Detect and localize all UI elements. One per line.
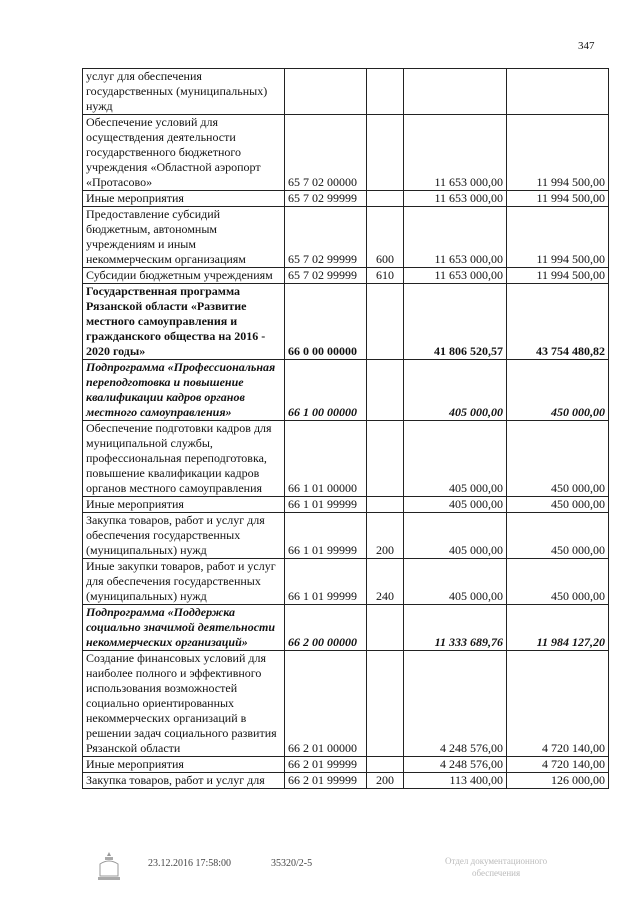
row-amount-first: 11 653 000,00 — [404, 207, 507, 268]
row-code: 66 1 01 99999 — [285, 559, 367, 605]
table-row — [83, 605, 609, 651]
row-expense-type — [367, 757, 404, 773]
row-code: 66 1 01 00000 — [285, 421, 367, 497]
footer-timestamp: 23.12.2016 17:58:00 — [148, 858, 232, 869]
row-expense-type — [367, 651, 404, 757]
row-code: 66 2 01 99999 — [285, 757, 367, 773]
row-amount-first: 11 653 000,00 — [404, 268, 507, 284]
row-name: Субсидии бюджетным учреждениям — [83, 268, 285, 284]
row-code: 66 2 00 00000 — [285, 605, 367, 651]
row-expense-type — [367, 284, 404, 360]
row-name: Иные мероприятия — [83, 497, 285, 513]
row-amount-first: 405 000,00 — [404, 513, 507, 559]
row-code — [285, 69, 367, 115]
table-row — [83, 773, 609, 789]
row-code: 65 7 02 99999 — [285, 191, 367, 207]
row-amount-first: 11 653 000,00 — [404, 191, 507, 207]
row-amount-first — [404, 69, 507, 115]
row-name: Создание финансовых условий для наиболее полного и эффективного использования возможностей социально ориентированных некоммерческих организаций в решении задач социального развития Рязанской области — [83, 651, 285, 757]
row-amount-second: 450 000,00 — [507, 513, 609, 559]
row-amount-first: 405 000,00 — [404, 360, 507, 421]
row-amount-first: 4 248 576,00 — [404, 757, 507, 773]
row-amount-second: 43 754 480,82 — [507, 284, 609, 360]
row-amount-second: 126 000,00 — [507, 773, 609, 789]
row-expense-type: 200 — [367, 513, 404, 559]
row-name: Иные закупки товаров, работ и услуг для обеспечения государственных (муниципальных) нужд — [83, 559, 285, 605]
row-name: Предоставление субсидий бюджетным, автономным учреждениям и иным некоммерческим организациям — [83, 207, 285, 268]
row-code: 66 1 01 99999 — [285, 497, 367, 513]
row-name: Обеспечение условий для осуществдения деятельности государственного бюджетного учреждения «Областной аэропорт «Протасово» — [83, 115, 285, 191]
row-amount-first: 11 653 000,00 — [404, 115, 507, 191]
table-row — [83, 69, 609, 115]
row-name: Закупка товаров, работ и услуг для обеспечения государственных (муниципальных) нужд — [83, 513, 285, 559]
row-amount-second: 4 720 140,00 — [507, 757, 609, 773]
row-amount-first: 405 000,00 — [404, 497, 507, 513]
stamp-icon — [96, 850, 122, 882]
row-amount-second: 450 000,00 — [507, 497, 609, 513]
row-amount-second: 11 984 127,20 — [507, 605, 609, 651]
row-expense-type: 600 — [367, 207, 404, 268]
row-name: услуг для обеспечения государственных (муниципальных) нужд — [83, 69, 285, 115]
budget-table — [82, 68, 609, 789]
row-amount-first: 405 000,00 — [404, 559, 507, 605]
table-row — [83, 360, 609, 421]
table-row — [83, 284, 609, 360]
row-amount-second: 11 994 500,00 — [507, 191, 609, 207]
row-expense-type — [367, 360, 404, 421]
row-expense-type: 240 — [367, 559, 404, 605]
row-expense-type — [367, 497, 404, 513]
row-expense-type — [367, 115, 404, 191]
table-row — [83, 115, 609, 191]
table-row — [83, 268, 609, 284]
row-amount-second: 4 720 140,00 — [507, 651, 609, 757]
footer-department-watermark — [445, 855, 547, 879]
table-row — [83, 651, 609, 757]
row-amount-first: 4 248 576,00 — [404, 651, 507, 757]
page-number: 347 — [578, 40, 595, 52]
row-name: Подпрограмма «Поддержка социально значимой деятельности некоммерческих организаций» — [83, 605, 285, 651]
row-code: 66 2 01 00000 — [285, 651, 367, 757]
row-name: Обеспечение подготовки кадров для муниципальной службы, профессиональная переподготовка, повышение квалификации кадров органов местного самоуправления — [83, 421, 285, 497]
row-expense-type: 200 — [367, 773, 404, 789]
row-expense-type — [367, 421, 404, 497]
table-row — [83, 191, 609, 207]
row-code: 66 1 00 00000 — [285, 360, 367, 421]
row-amount-second: 450 000,00 — [507, 360, 609, 421]
row-amount-second: 11 994 500,00 — [507, 207, 609, 268]
row-expense-type — [367, 69, 404, 115]
footer-department-line2: обеспечения — [472, 868, 521, 878]
row-amount-second: 450 000,00 — [507, 559, 609, 605]
row-code: 65 7 02 00000 — [285, 115, 367, 191]
row-code: 65 7 02 99999 — [285, 268, 367, 284]
row-code: 66 0 00 00000 — [285, 284, 367, 360]
row-amount-second: 11 994 500,00 — [507, 115, 609, 191]
row-amount-first: 113 400,00 — [404, 773, 507, 789]
table-row — [83, 497, 609, 513]
table-row — [83, 421, 609, 497]
row-code: 66 1 01 99999 — [285, 513, 367, 559]
row-code: 66 2 01 99999 — [285, 773, 367, 789]
row-amount-second: 450 000,00 — [507, 421, 609, 497]
row-expense-type: 610 — [367, 268, 404, 284]
row-name: Государственная программа Рязанской области «Развитие местного самоуправления и гражданского общества на 2016 - 2020 годы» — [83, 284, 285, 360]
footer-department-line1: Отдел документационного — [445, 856, 548, 866]
row-expense-type — [367, 605, 404, 651]
row-expense-type — [367, 191, 404, 207]
table-row — [83, 513, 609, 559]
footer-doc-number: 35320/2-5 — [271, 858, 313, 869]
row-amount-second: 11 994 500,00 — [507, 268, 609, 284]
row-amount-first: 11 333 689,76 — [404, 605, 507, 651]
table-row — [83, 207, 609, 268]
row-amount-first: 41 806 520,57 — [404, 284, 507, 360]
row-name: Иные мероприятия — [83, 191, 285, 207]
table-row — [83, 757, 609, 773]
row-code: 65 7 02 99999 — [285, 207, 367, 268]
row-name: Подпрограмма «Профессиональная переподготовка и повышение квалификации кадров органов местного самоуправления» — [83, 360, 285, 421]
row-amount-first: 405 000,00 — [404, 421, 507, 497]
table-row — [83, 559, 609, 605]
row-name: Закупка товаров, работ и услуг для — [83, 773, 285, 789]
row-amount-second — [507, 69, 609, 115]
row-name: Иные мероприятия — [83, 757, 285, 773]
